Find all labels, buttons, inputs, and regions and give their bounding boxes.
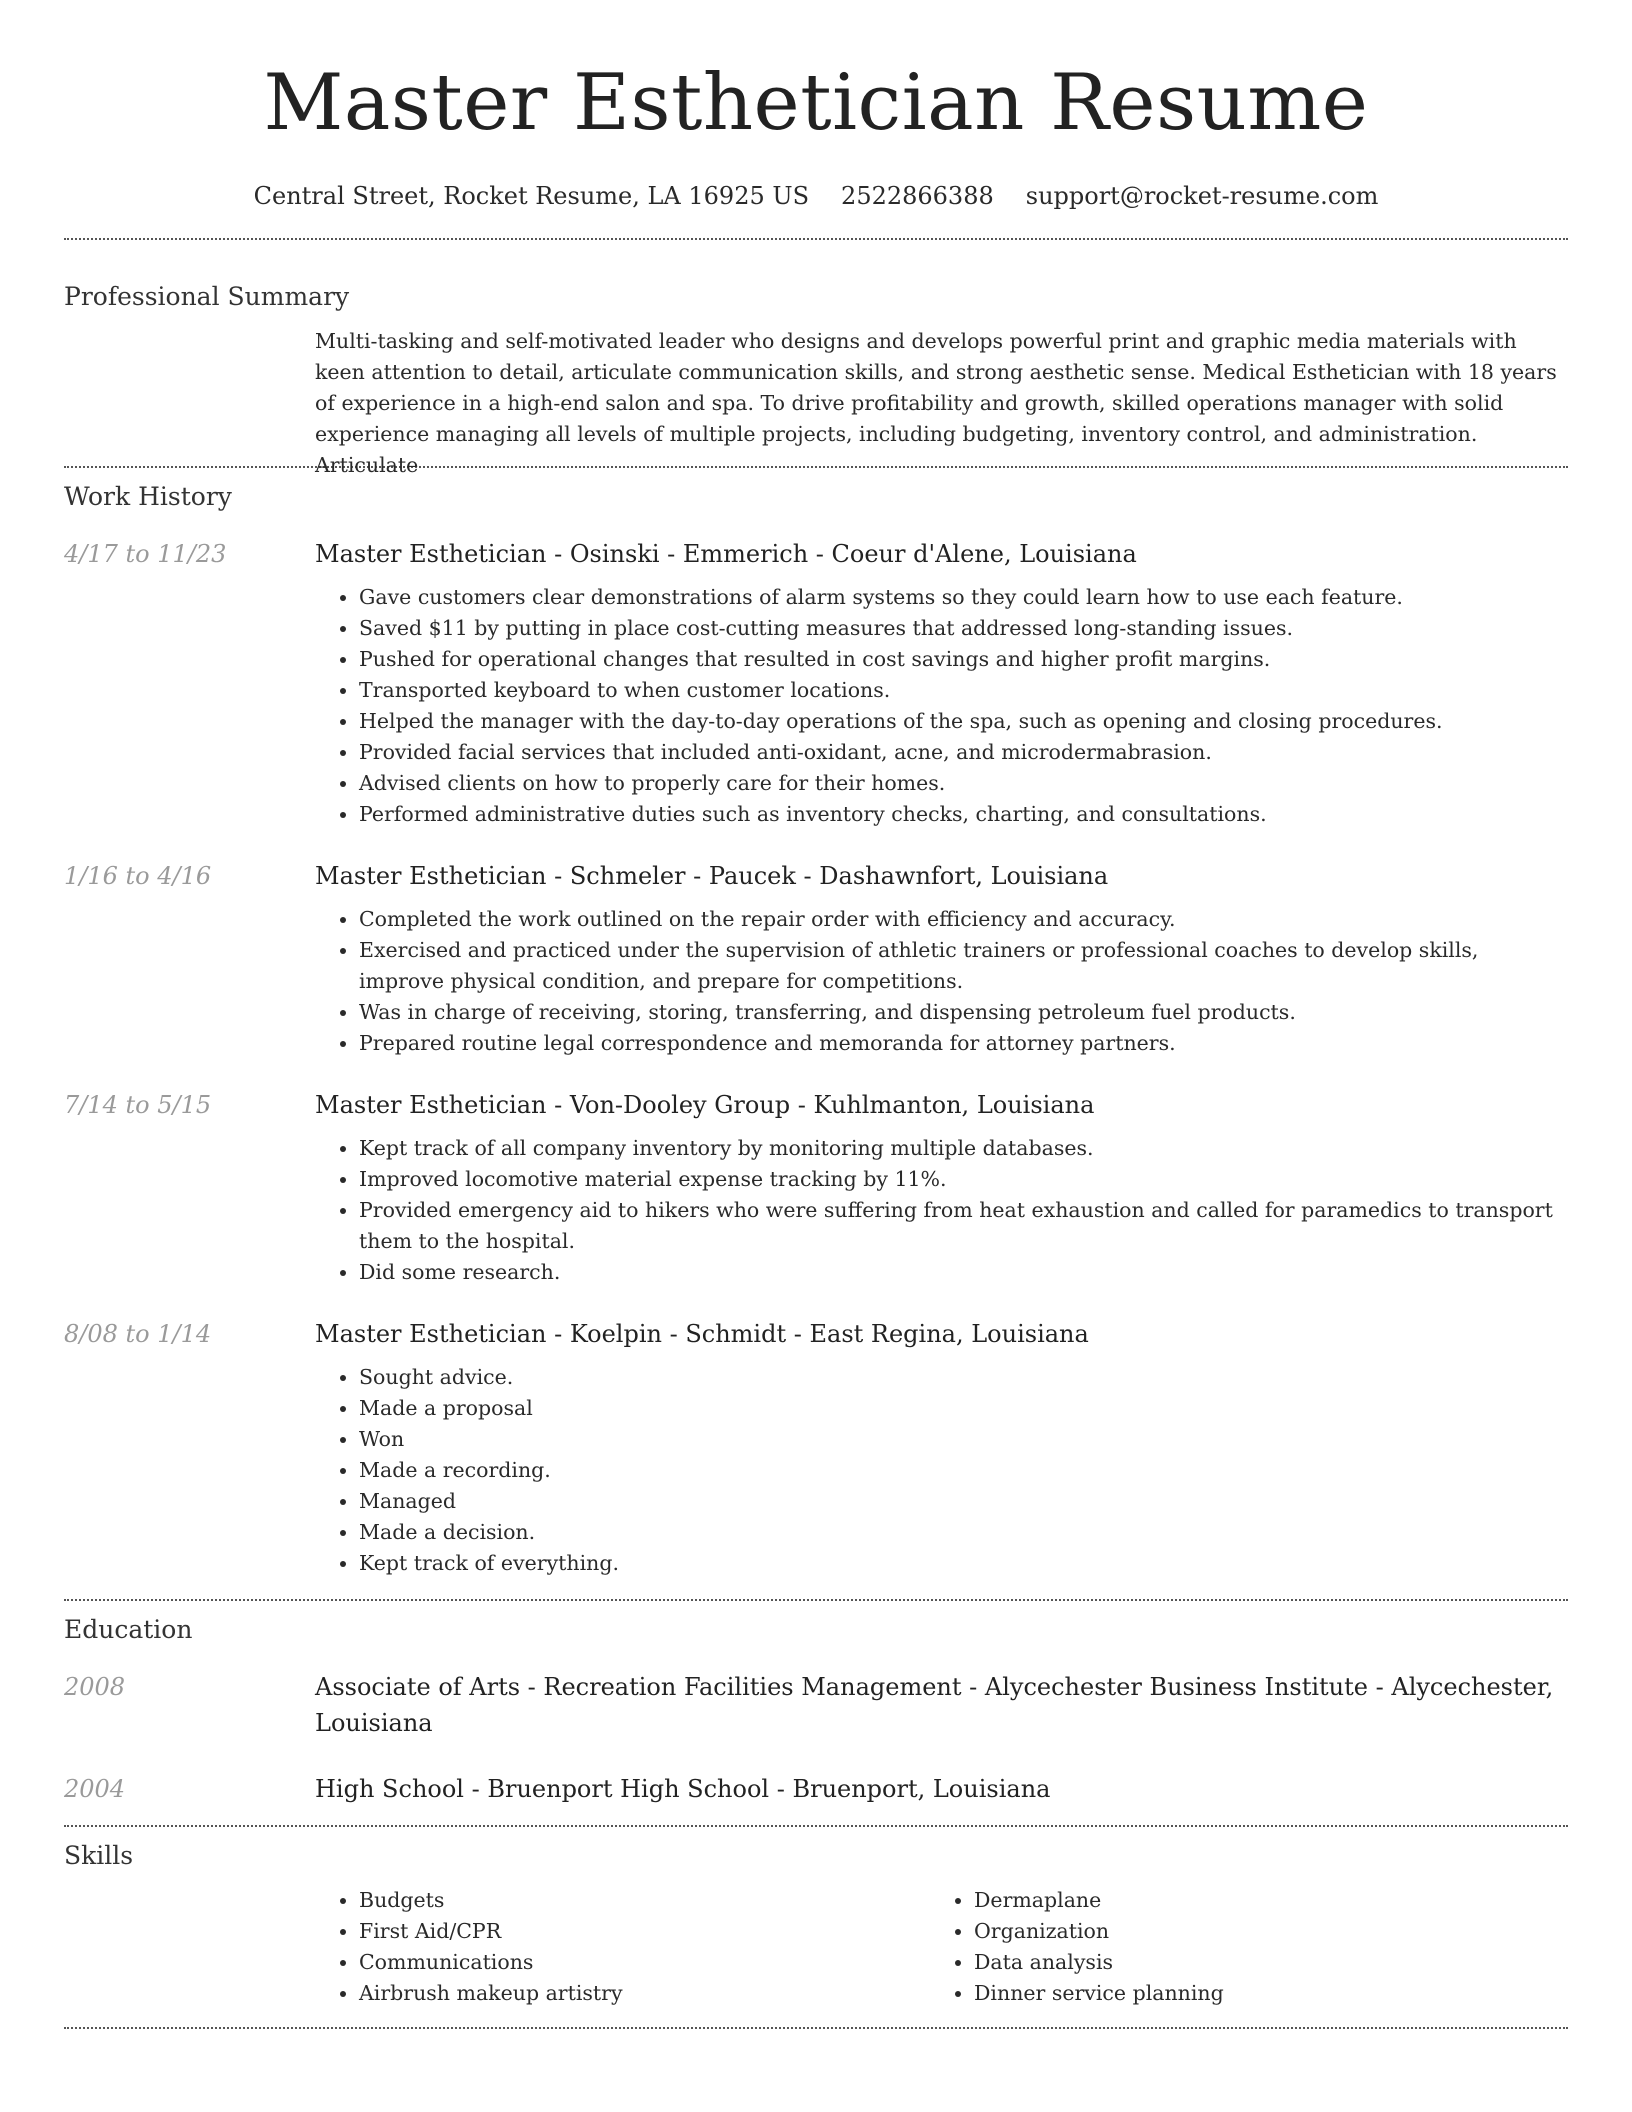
job-bullets xyxy=(359,1362,1568,1579)
education-entry xyxy=(64,1669,1568,1741)
job-dates: 1/16 to 4/16 xyxy=(64,862,212,890)
divider xyxy=(64,238,1568,240)
education-entry xyxy=(64,1771,1568,1807)
contact-address: Central Street, Rocket Resume, LA 16925 US xyxy=(253,182,810,210)
divider xyxy=(64,1825,1568,1827)
job-bullets xyxy=(359,582,1568,830)
divider xyxy=(64,2027,1568,2029)
skills-bullets-left xyxy=(359,1885,930,2009)
list-item: • Provided facial services that included anti-oxidant, acne, and microdermabrasion. xyxy=(359,737,1568,768)
skill-item: • Budgets xyxy=(359,1885,930,1916)
job-title: Master Esthetician - Osinski - Emmerich - Coeur d'Alene, Louisiana xyxy=(315,540,1137,568)
resume-page xyxy=(64,0,1568,2029)
job-dates: 4/17 to 11/23 xyxy=(64,540,227,568)
job-dates: 8/08 to 1/14 xyxy=(64,1320,212,1348)
list-item: • Was in charge of receiving, storing, transferring, and dispensing petroleum fuel products. xyxy=(359,997,1568,1028)
job-title: Master Esthetician - Von-Dooley Group - Kuhlmanton, Louisiana xyxy=(315,1091,1095,1119)
skill-item: • Dermaplane xyxy=(974,1885,1545,1916)
skill-item: • Data analysis xyxy=(974,1947,1545,1978)
list-item: • Pushed for operational changes that resulted in cost savings and higher profit margins. xyxy=(359,644,1568,675)
list-item: • Managed xyxy=(359,1486,1568,1517)
education-details: High School - Bruenport High School - Bruenport, Louisiana xyxy=(315,1775,1051,1803)
job-details xyxy=(315,1087,1568,1288)
list-item: • Made a decision. xyxy=(359,1517,1568,1548)
education-year: 2004 xyxy=(64,1775,126,1803)
list-item: • Prepared routine legal correspondence and memoranda for attorney partners. xyxy=(359,1028,1568,1059)
divider xyxy=(64,1599,1568,1601)
job-entry xyxy=(64,858,1568,1059)
summary-text: Multi-tasking and self-motivated leader who designs and develops powerful print and graphic media materials with keen attention to detail, articulate communication skills, and strong aesthetic sense. Medical Esthetician with 18 years of experience in a high-end salon and spa. To drive profitability and growth, skilled operations manager with solid experience managing all levels of multiple projects, including budgeting, inventory control, and administration. Articulate xyxy=(315,329,1557,477)
list-item: • Made a proposal xyxy=(359,1393,1568,1424)
job-details xyxy=(315,858,1568,1059)
list-item: • Helped the manager with the day-to-day operations of the spa, such as opening and closing procedures. xyxy=(359,706,1568,737)
resume-title: Master Esthetician Resume xyxy=(263,58,1369,148)
list-item: • Transported keyboard to when customer locations. xyxy=(359,675,1568,706)
list-item: • Did some research. xyxy=(359,1257,1568,1288)
list-item: • Kept track of all company inventory by monitoring multiple databases. xyxy=(359,1133,1568,1164)
list-item: • Made a recording. xyxy=(359,1455,1568,1486)
list-item: • Improved locomotive material expense tracking by 11%. xyxy=(359,1164,1568,1195)
list-item: • Completed the work outlined on the repair order with efficiency and accuracy. xyxy=(359,904,1568,935)
job-bullets xyxy=(359,1133,1568,1288)
list-item: • Sought advice. xyxy=(359,1362,1568,1393)
contact-email: support@rocket-resume.com xyxy=(1025,182,1379,210)
job-entry xyxy=(64,1316,1568,1579)
skills-column-right xyxy=(930,1885,1545,2009)
job-details xyxy=(315,536,1568,830)
list-item: • Kept track of everything. xyxy=(359,1548,1568,1579)
job-entry xyxy=(64,536,1568,830)
list-item: • Performed administrative duties such as inventory checks, charting, and consultations. xyxy=(359,799,1568,830)
list-item: • Advised clients on how to properly care for their homes. xyxy=(359,768,1568,799)
section-title-education: Education xyxy=(64,1615,193,1644)
education-details: Associate of Arts - Recreation Facilities Management - Alycechester Business Institute - Alycechester, Louisiana xyxy=(315,1673,1554,1737)
divider xyxy=(64,466,1568,468)
skills-bullets-right xyxy=(974,1885,1545,2009)
list-item: • Won xyxy=(359,1424,1568,1455)
job-bullets xyxy=(359,904,1568,1059)
education-year: 2008 xyxy=(64,1673,126,1701)
job-entry xyxy=(64,1087,1568,1288)
skill-item: • First Aid/CPR xyxy=(359,1916,930,1947)
skill-item: • Airbrush makeup artistry xyxy=(359,1978,930,2009)
skills-column-left xyxy=(315,1885,930,2009)
job-dates: 7/14 to 5/15 xyxy=(64,1091,212,1119)
contact-phone: 2522866388 xyxy=(841,182,994,210)
skill-item: • Dinner service planning xyxy=(974,1978,1545,2009)
section-title-summary: Professional Summary xyxy=(64,282,350,311)
skills-list xyxy=(315,1885,1568,2009)
list-item: • Saved $11 by putting in place cost-cutting measures that addressed long-standing issues. xyxy=(359,613,1568,644)
contact-line xyxy=(64,178,1568,214)
section-title-skills: Skills xyxy=(64,1841,134,1870)
job-title: Master Esthetician - Koelpin - Schmidt - East Regina, Louisiana xyxy=(315,1320,1089,1348)
job-title: Master Esthetician - Schmeler - Paucek - Dashawnfort, Louisiana xyxy=(315,862,1109,890)
section-title-work: Work History xyxy=(64,482,232,511)
list-item: • Provided emergency aid to hikers who were suffering from heat exhaustion and called for paramedics to transport them to the hospital. xyxy=(359,1195,1568,1257)
list-item: • Gave customers clear demonstrations of alarm systems so they could learn how to use each feature. xyxy=(359,582,1568,613)
job-details xyxy=(315,1316,1568,1579)
skill-item: • Organization xyxy=(974,1916,1545,1947)
skill-item: • Communications xyxy=(359,1947,930,1978)
list-item: • Exercised and practiced under the supervision of athletic trainers or professional coaches to develop skills, improve physical condition, and prepare for competitions. xyxy=(359,935,1568,997)
